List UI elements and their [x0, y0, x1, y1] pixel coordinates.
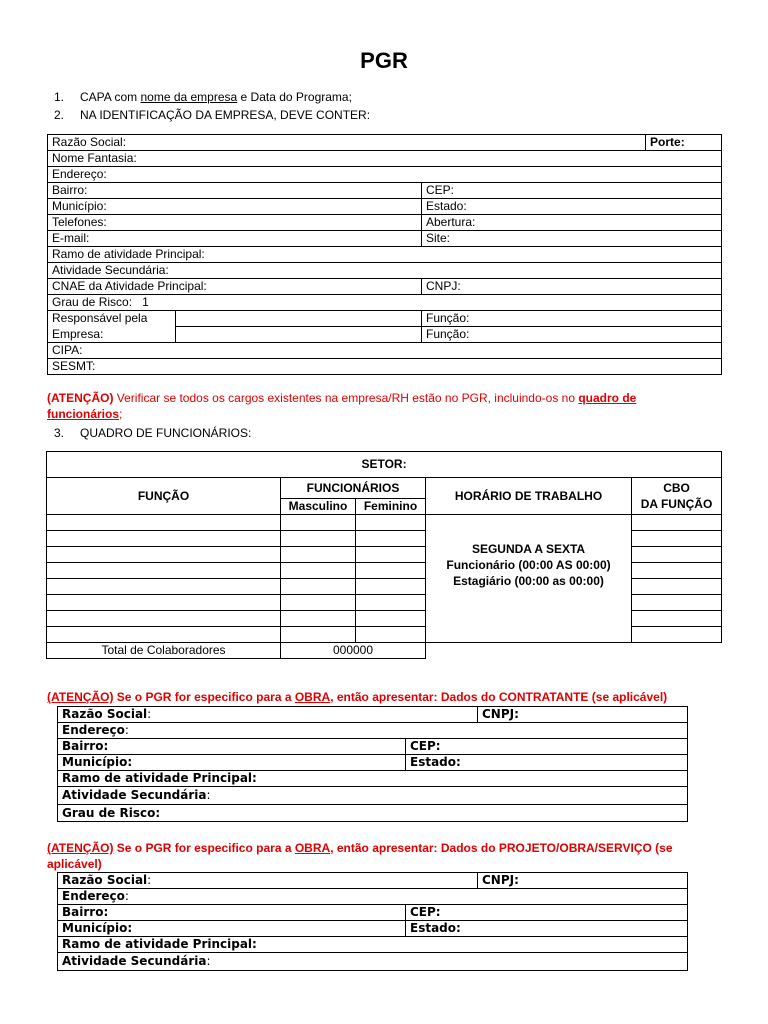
- cnae-label: CNAE da Atividade Principal:: [48, 279, 422, 295]
- staff-table: [46, 451, 722, 659]
- estado-label: Estado:: [422, 199, 722, 215]
- porte-label: Porte:: [646, 135, 722, 151]
- funcionarios-header: FUNCIONÁRIOS: [281, 478, 426, 499]
- responsavel-name-1: [176, 311, 422, 327]
- responsavel-label-1: Responsável pela: [48, 311, 176, 327]
- table-row: [47, 579, 281, 595]
- cipa-label: CIPA:: [48, 343, 722, 359]
- contratante-endereco: Endereço:: [58, 723, 688, 739]
- nome-fantasia-label: Nome Fantasia:: [48, 151, 722, 167]
- cbo-header: CBO DA FUNÇÃO: [632, 478, 722, 515]
- projeto-estado: Estado:: [406, 921, 688, 937]
- abertura-label: Abertura:: [422, 215, 722, 231]
- responsavel-label-2: Empresa:: [48, 327, 176, 343]
- setor-label: SETOR:: [47, 452, 722, 478]
- email-label: E-mail:: [48, 231, 422, 247]
- cep-label: CEP:: [422, 183, 722, 199]
- grau-risco-value: 1: [142, 295, 149, 309]
- funcao-label-1: Função:: [422, 311, 722, 327]
- funcao-header: FUNÇÃO: [47, 478, 281, 515]
- projeto-cnpj: CNPJ:: [478, 873, 688, 889]
- total-colaboradores-label: Total de Colaboradores: [47, 643, 281, 659]
- telefones-label: Telefones:: [48, 215, 422, 231]
- responsavel-name-2: [176, 327, 422, 343]
- table-row: [47, 627, 281, 643]
- contratante-atividade-secundaria: Atividade Secundária:: [58, 787, 688, 805]
- funcao-label-2: Função:: [422, 327, 722, 343]
- projeto-bairro: Bairro:: [58, 905, 406, 921]
- attention-note-projeto: (ATENÇÃO) Se o PGR for especifico para a OBRA, então apresentar: Dados do PROJETO/OBRA/SERVIÇO (se aplicável): [47, 841, 673, 871]
- contratante-cnpj: CNPJ:: [478, 707, 688, 723]
- total-colaboradores-value: 000000: [281, 643, 426, 659]
- feminino-header: Feminino: [356, 499, 426, 515]
- table-row: [47, 515, 281, 531]
- sesmt-label: SESMT:: [48, 359, 722, 375]
- list-item-identificacao: 2. NA IDENTIFICAÇÃO DA EMPRESA, DEVE CONTER:: [54, 108, 371, 122]
- contratante-table: [57, 706, 688, 822]
- contratante-ramo: Ramo de atividade Principal:: [58, 771, 688, 787]
- table-row: [47, 611, 281, 627]
- table-row: [47, 531, 281, 547]
- bairro-label: Bairro:: [48, 183, 422, 199]
- projeto-endereco: Endereço:: [58, 889, 688, 905]
- contratante-municipio: Município:: [58, 755, 406, 771]
- ramo-label: Ramo de atividade Principal:: [48, 247, 722, 263]
- schedule-cell: SEGUNDA A SEXTA Funcionário (00:00 AS 00:00) Estagiário (00:00 as 00:00): [426, 515, 632, 643]
- table-row: [47, 563, 281, 579]
- list-item-quadro: 3. QUADRO DE FUNCIONÁRIOS:: [54, 426, 252, 440]
- contratante-razao-social: Razão Social:: [58, 707, 478, 723]
- table-row: [47, 595, 281, 611]
- endereco-label: Endereço:: [48, 167, 722, 183]
- projeto-atividade-secundaria: Atividade Secundária:: [58, 953, 688, 971]
- page-title: PGR: [360, 48, 408, 73]
- cnpj-label: CNPJ:: [422, 279, 722, 295]
- municipio-label: Município:: [48, 199, 422, 215]
- horario-header: HORÁRIO DE TRABALHO: [426, 478, 632, 515]
- company-id-table: [47, 134, 722, 375]
- contratante-cep: CEP:: [406, 739, 688, 755]
- attention-note-contratante: (ATENÇÃO) Se o PGR for especifico para a OBRA, então apresentar: Dados do CONTRATANTE (se aplicável): [47, 690, 668, 704]
- projeto-razao-social: Razão Social:: [58, 873, 478, 889]
- list-item-capa: 1. CAPA com nome da empresa e Data do Programa;: [54, 90, 352, 104]
- projeto-municipio: Município:: [58, 921, 406, 937]
- grau-risco-row: Grau de Risco: 1: [48, 295, 722, 311]
- attention-note-cargos: (ATENÇÃO) Verificar se todos os cargos existentes na empresa/RH estão no PGR, incluindo-os no quadro de funcionários;: [47, 391, 637, 421]
- table-row: [47, 547, 281, 563]
- masculino-header: Masculino: [281, 499, 356, 515]
- contratante-estado: Estado:: [406, 755, 688, 771]
- projeto-cep: CEP:: [406, 905, 688, 921]
- atividade-secundaria-label: Atividade Secundária:: [48, 263, 722, 279]
- projeto-ramo: Ramo de atividade Principal:: [58, 937, 688, 953]
- site-label: Site:: [422, 231, 722, 247]
- contratante-grau-risco: Grau de Risco:: [58, 805, 688, 822]
- razao-social-label: Razão Social:: [48, 135, 646, 151]
- projeto-table: [57, 872, 688, 971]
- contratante-bairro: Bairro:: [58, 739, 406, 755]
